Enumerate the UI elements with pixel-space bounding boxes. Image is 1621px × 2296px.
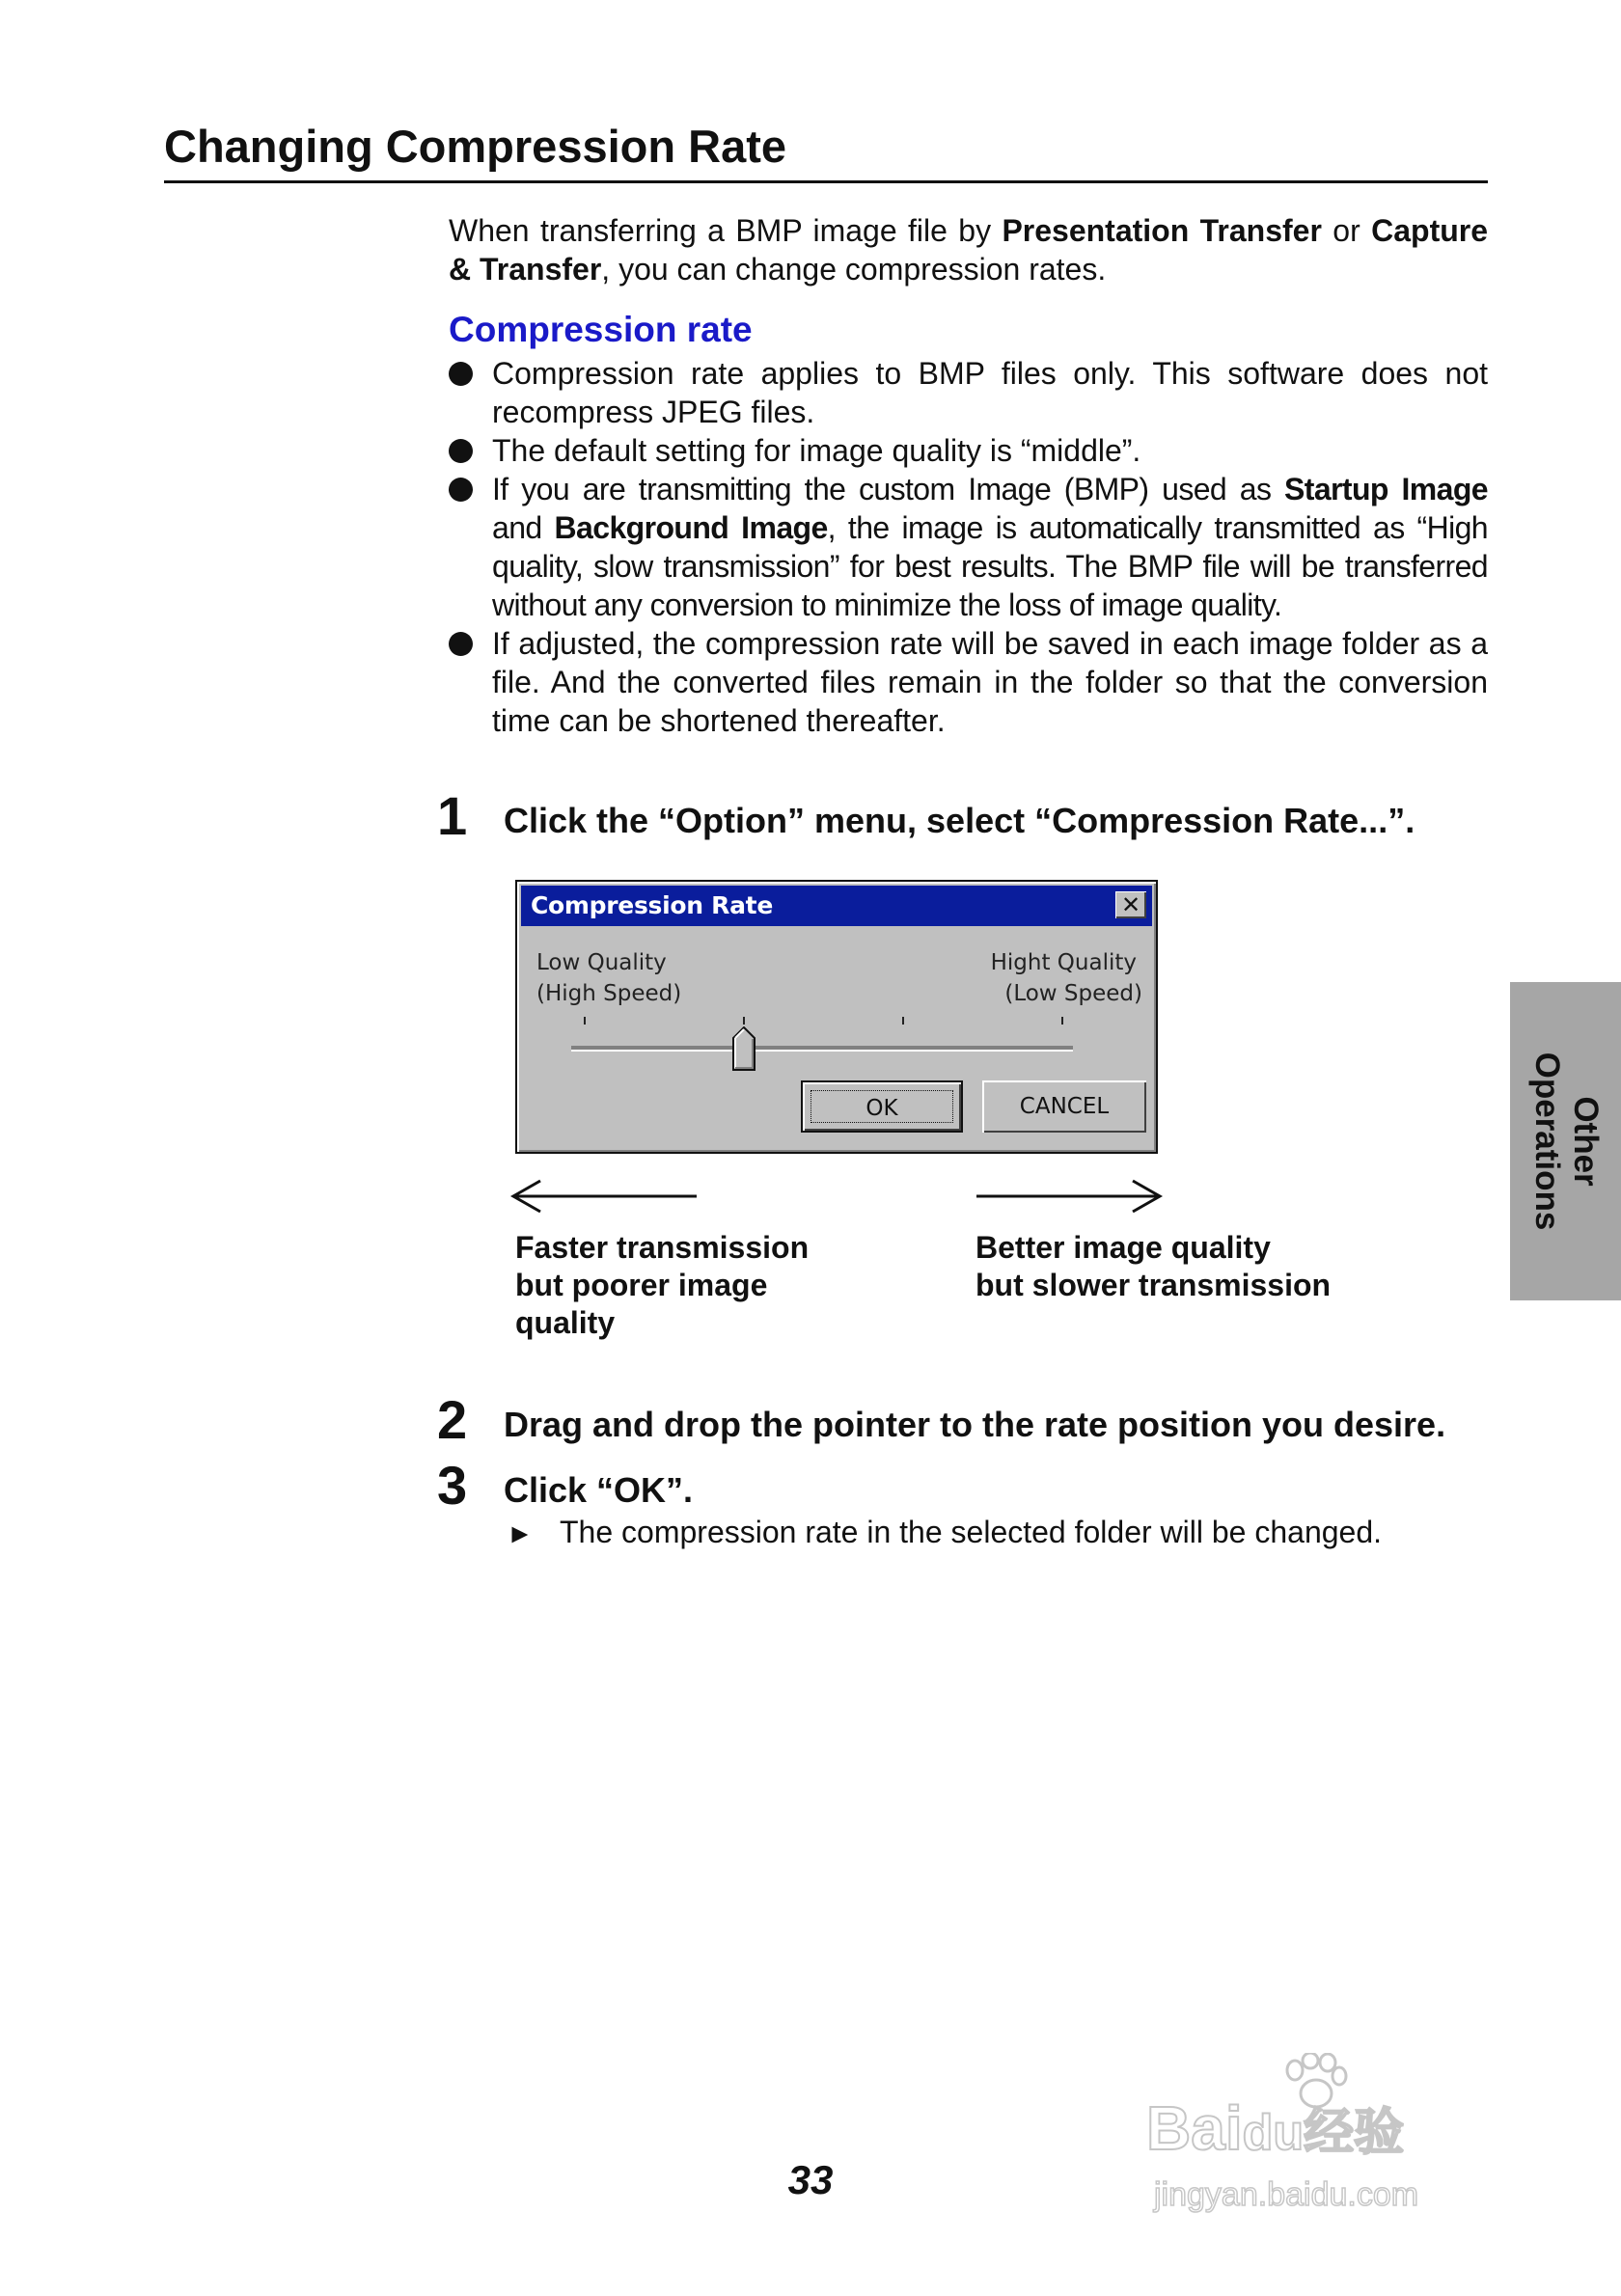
- cancel-button-label: CANCEL: [1019, 1094, 1110, 1119]
- bullet-dot-icon: [449, 439, 473, 463]
- high-speed-label: (High Speed): [536, 981, 682, 1006]
- side-tab-label: [1527, 1052, 1605, 1231]
- title-rule: [164, 180, 1488, 183]
- slider-tick: [1061, 1017, 1063, 1025]
- bullet-dot-icon: [449, 478, 473, 502]
- right-caption-line: but slower transmission: [975, 1268, 1332, 1302]
- bullet-bold-background-image: Background Image: [554, 510, 828, 545]
- right-arrow-icon: [973, 1177, 1166, 1216]
- step-text-2: Drag and drop the pointer to the rate position you desire.: [504, 1405, 1446, 1444]
- ok-button-label: OK: [865, 1096, 898, 1121]
- bullet-item: [449, 470, 1488, 624]
- bullet-text: The default setting for image quality is “middle”.: [492, 433, 1141, 468]
- bullet-dot-icon: [449, 362, 473, 386]
- compression-rate-dialog: [515, 880, 1158, 1154]
- bullet-bold-startup-image: Startup Image: [1284, 472, 1488, 506]
- page-title: Changing Compression Rate: [164, 121, 787, 172]
- left-caption: [515, 1229, 809, 1342]
- close-button[interactable]: [1115, 891, 1146, 918]
- side-tab-line: Other: [1566, 1096, 1605, 1187]
- step-number-3: 3: [437, 1455, 468, 1516]
- section-subheading: Compression rate: [449, 310, 753, 349]
- side-tab-line: Operations: [1527, 1052, 1566, 1231]
- step-number-2: 2: [437, 1389, 468, 1450]
- right-caption: [975, 1229, 1331, 1304]
- ok-focus-ring: [810, 1090, 953, 1123]
- intro-bold-presentation-transfer: Presentation Transfer: [1002, 213, 1322, 248]
- bullet-text: Compression rate applies to BMP files only. This software does not recompress JPEG files.: [492, 356, 1488, 429]
- bullet-list: [449, 354, 1488, 740]
- step-text-3: Click “OK”.: [504, 1470, 694, 1510]
- bullet-item: [449, 624, 1488, 740]
- watermark-brand-2: du: [1242, 2105, 1305, 2161]
- slider-thumb[interactable]: [732, 1026, 756, 1071]
- left-caption-line: but poorer image: [515, 1268, 768, 1302]
- right-caption-line: Better image quality: [975, 1230, 1271, 1265]
- side-tab-other-operations: [1510, 982, 1621, 1300]
- slider-track[interactable]: [571, 1046, 1073, 1052]
- low-quality-label: Low Quality: [536, 950, 667, 975]
- slider-tick: [584, 1017, 586, 1025]
- result-marker-icon: ►: [507, 1518, 534, 1548]
- bullet-text: If adjusted, the compression rate will be saved in each image folder as a file. And the converted files remain in the folder so that the conversion time can be shortened thereafter.: [492, 626, 1488, 738]
- page-number: 33: [787, 2157, 834, 2202]
- bullet-item: [449, 354, 1488, 431]
- bullet-text: , the image is automatically transmitted as “High quality, slow transmission” for best results. The BMP file will be transferred without any conversion to minimize the loss of image quality.: [492, 510, 1489, 622]
- left-arrow-icon: [508, 1177, 701, 1216]
- slider-tick: [743, 1017, 745, 1025]
- bullet-dot-icon: [449, 632, 473, 656]
- step-number-1: 1: [437, 785, 468, 846]
- slider-tick: [902, 1017, 904, 1025]
- intro-paragraph: [449, 211, 1488, 288]
- low-speed-label: (Low Speed): [1004, 981, 1142, 1006]
- ok-button[interactable]: [801, 1080, 963, 1133]
- watermark-brand-3: 经验: [1304, 2104, 1405, 2162]
- baidu-jingyan-watermark: [1139, 2053, 1525, 2236]
- intro-text-2: or: [1321, 213, 1372, 248]
- high-quality-label: Hight Quality: [990, 950, 1137, 975]
- bullet-text: If you are transmitting the custom Image (BMP) used as: [492, 472, 1285, 506]
- left-caption-line: Faster transmission: [515, 1230, 810, 1265]
- close-icon: ✕: [1120, 891, 1141, 918]
- cancel-button[interactable]: [982, 1080, 1146, 1133]
- dialog-titlebar[interactable]: [521, 886, 1152, 926]
- bullet-text: and: [492, 510, 555, 545]
- watermark-brand-1: Bai: [1146, 2093, 1243, 2163]
- left-caption-line: quality: [515, 1305, 616, 1340]
- dialog-title: Compression Rate: [531, 891, 773, 919]
- intro-text-3: , you can change compression rates.: [601, 252, 1107, 287]
- intro-bold-capture-transfer: Capture & Transfer: [449, 213, 1489, 287]
- intro-text-1: When transferring a BMP image file by: [449, 213, 1003, 248]
- watermark-brand: [1146, 2091, 1404, 2164]
- bullet-item: [449, 431, 1488, 470]
- watermark-url: jingyan.baidu.com: [1154, 2176, 1419, 2213]
- step-text-1: Click the “Option” menu, select “Compression Rate...”.: [504, 801, 1415, 840]
- step-3-result: The compression rate in the selected folder will be changed.: [560, 1515, 1383, 1549]
